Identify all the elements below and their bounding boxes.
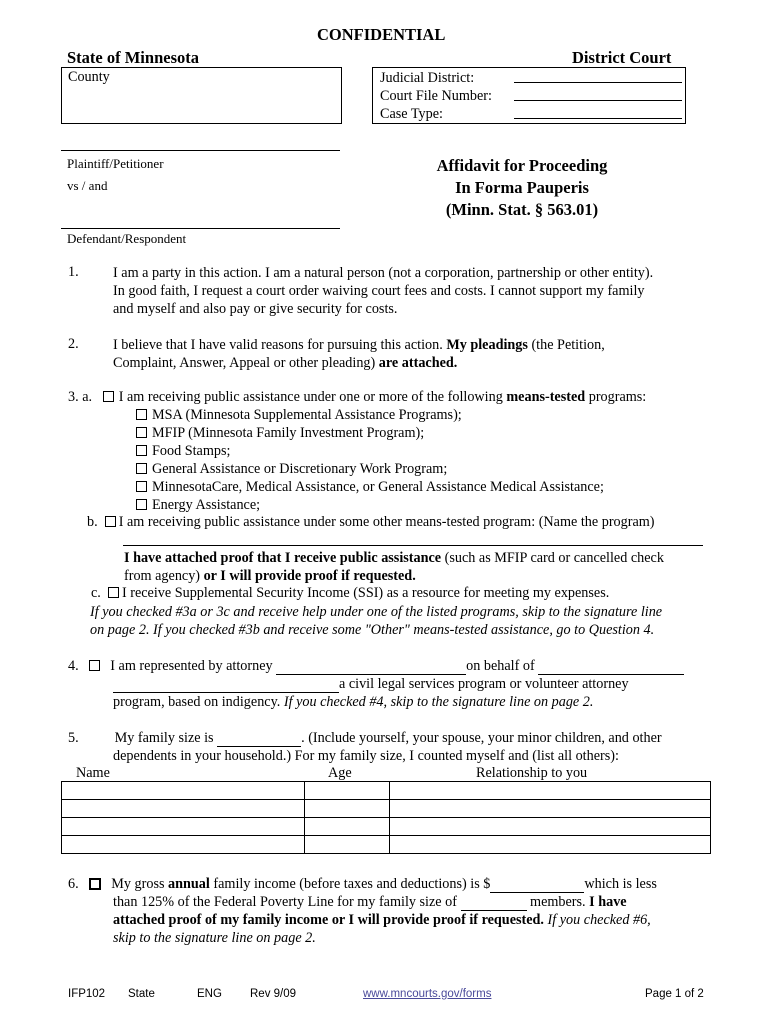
name-cell[interactable] [62, 836, 305, 854]
court-file-number-label: Court File Number: [380, 88, 492, 104]
case-type-field[interactable] [514, 118, 682, 119]
attorney-name-field[interactable] [276, 661, 466, 675]
program-minnesotacare: MinnesotaCare, Medical Assistance, or General Assistance Medical Assistance; [136, 478, 604, 496]
item3a-checkbox[interactable] [103, 391, 114, 402]
name-cell[interactable] [62, 800, 305, 818]
item3c-checkbox[interactable] [108, 587, 119, 598]
court-file-number-field[interactable] [514, 100, 682, 101]
court-heading: District Court [572, 48, 672, 67]
item3a-line: 3. a. I am receiving public assistance under one or more of the following means-tested programs: [68, 389, 647, 405]
item3a-label: 3. a. [68, 389, 93, 405]
judicial-district-field[interactable] [514, 82, 682, 83]
age-cell[interactable] [305, 836, 390, 854]
checkbox-food-stamps[interactable] [136, 445, 147, 456]
behalf-of-field[interactable] [538, 661, 684, 675]
footer-page-number: Page 1 of 2 [645, 988, 704, 1000]
case-type-label: Case Type: [380, 106, 443, 122]
name-cell[interactable] [62, 818, 305, 836]
relationship-cell[interactable] [390, 782, 711, 800]
plaintiff-label: Plaintiff/Petitioner [67, 156, 164, 171]
item3b-checkbox[interactable] [105, 516, 116, 527]
title-line-3: (Minn. Stat. § 563.01) [445, 200, 599, 219]
table-row [62, 818, 711, 836]
item1-line: I am a party in this action. I am a natural person (not a corporation, partnership or other entity). [113, 265, 654, 281]
item4: 4. I am represented by attorney on behalf of a civil legal services program or volunteer attorney program, based on indigency. If you checked #4, skip to the signature line on page 2. [68, 657, 684, 711]
program-energy-assistance: Energy Assistance; [136, 496, 604, 514]
item3b-line: b. I am receiving public assistance under some other means-tested program: (Name the program) [87, 514, 655, 530]
form-title [404, 155, 640, 221]
age-cell[interactable] [305, 782, 390, 800]
plaintiff-name-field[interactable] [61, 150, 340, 151]
age-cell[interactable] [305, 800, 390, 818]
item6-checkbox[interactable] [89, 878, 101, 890]
item4-checkbox[interactable] [89, 660, 100, 671]
checkbox-energy-assistance[interactable] [136, 499, 147, 510]
item1-number: 1. [68, 264, 79, 280]
item2-number: 2. [68, 336, 79, 352]
item3b-label: b. [87, 514, 98, 530]
footer-language: ENG [197, 988, 222, 1000]
item5-number: 5. [68, 730, 79, 746]
checkbox-mfip[interactable] [136, 427, 147, 438]
family-members-table [61, 781, 711, 854]
case-info-box [372, 67, 686, 124]
confidential-heading: CONFIDENTIAL [317, 25, 446, 44]
judicial-district-label: Judicial District: [380, 70, 475, 86]
family-size-field[interactable] [217, 733, 301, 747]
county-box[interactable] [61, 67, 342, 124]
item3c-line: c. I receive Supplemental Security Income (SSI) as a resource for meeting my expenses. [91, 585, 610, 601]
item1-text [113, 264, 653, 318]
table-row [62, 800, 711, 818]
footer-revision: Rev 9/09 [250, 988, 297, 1000]
item2-text: I believe that I have valid reasons for pursuing this action. My pleadings (the Petition, Complaint, Answer, Appeal or other pleading) are attached. [113, 337, 605, 371]
item6: 6. My gross annual family income (before taxes and deductions) is $ which is less than 125% of the Federal Poverty Line for my family size of members. I have attached proof of my family income or I will provide proof if requested. If you checked #6, skip to the signature line on page 2. [68, 876, 657, 946]
checkbox-msa[interactable] [136, 409, 147, 420]
footer-form-id: IFP102 [68, 988, 106, 1000]
title-line-2: In Forma Pauperis [455, 178, 589, 197]
defendant-label: Defendant/Respondent [67, 231, 187, 246]
state-heading: State of Minnesota [67, 48, 199, 67]
item1-line: and myself and also pay or give security for costs. [113, 301, 398, 317]
program-list [136, 406, 604, 514]
other-program-name-field[interactable] [123, 545, 703, 546]
item1-line: In good faith, I request a court order waiving court fees and costs. I cannot support my family [113, 283, 645, 299]
county-label: County [68, 69, 110, 85]
program-food-stamps: Food Stamps; [136, 442, 604, 460]
relationship-cell[interactable] [390, 836, 711, 854]
title-line-1: Affidavit for Proceeding [436, 156, 608, 175]
col-header-age: Age [328, 765, 352, 781]
poverty-family-size-field[interactable] [461, 897, 527, 911]
col-header-relationship: Relationship to you [476, 765, 588, 781]
annual-income-field[interactable] [490, 879, 584, 893]
checkbox-general-assistance[interactable] [136, 463, 147, 474]
checkbox-minnesotacare[interactable] [136, 481, 147, 492]
table-row [62, 782, 711, 800]
defendant-name-field[interactable] [61, 228, 340, 229]
name-cell[interactable] [62, 782, 305, 800]
item3-instructions: If you checked #3a or 3c and receive help under one of the listed programs, skip to the signature line on page 2. If you checked #3b and receive some "Other" means-tested assistance, go to Question 4. [90, 604, 663, 638]
age-cell[interactable] [305, 818, 390, 836]
footer-forms-link[interactable]: www.mncourts.gov/forms [363, 988, 492, 1000]
legal-services-field[interactable] [113, 679, 339, 693]
relationship-cell[interactable] [390, 818, 711, 836]
item5: 5. My family size is . (Include yourself, your spouse, your minor children, and other dependents in your household.) For my family size, I counted myself and (list all others): [68, 730, 662, 764]
item4-number: 4. [68, 658, 79, 674]
item3b-proof-text: I have attached proof that I receive public assistance (such as MFIP card or cancelled check from agency) or I will provide proof if requested. [124, 550, 664, 584]
program-general-assistance: General Assistance or Discretionary Work Program; [136, 460, 604, 478]
program-mfip: MFIP (Minnesota Family Investment Program); [136, 424, 604, 442]
vs-label: vs / and [67, 178, 108, 193]
item6-number: 6. [68, 876, 79, 892]
col-header-name: Name [76, 765, 110, 781]
table-row [62, 836, 711, 854]
relationship-cell[interactable] [390, 800, 711, 818]
program-msa: MSA (Minnesota Supplemental Assistance Programs); [136, 406, 604, 424]
footer-state: State [128, 988, 155, 1000]
item3c-label: c. [91, 585, 101, 601]
